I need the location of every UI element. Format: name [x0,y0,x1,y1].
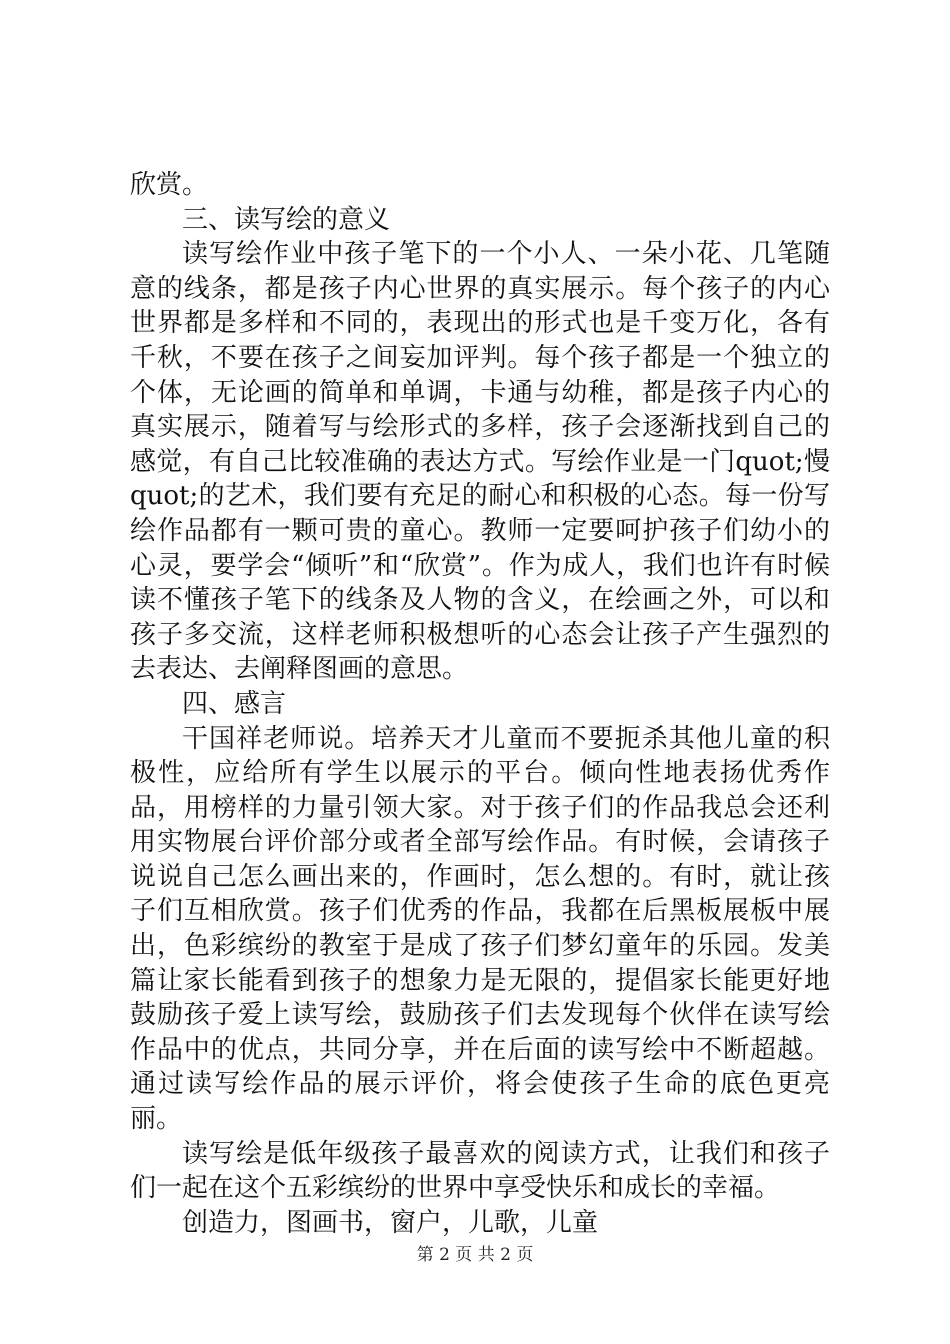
paragraph-significance: 读写绘作业中孩子笔下的一个小人、一朵小花、几笔随意的线条，都是孩子内心世界的真实展示。每个孩子的内心世界都是多样和不同的，表现出的形式也是千变万化，各有千秋，不要在孩子之间妄加评判。每个孩子都是一个独立的个体，无论画的简单和单调，卡通与幼稚，都是孩子内心的真实展示，随着写与绘形式的多样，孩子会逐渐找到自己的感觉，有自己比较准确的表达方式。写绘作业是一门quot;慢quot;的艺术，我们要有充足的耐心和积极的心态。每一份写绘作品都有一颗可贵的童心。教师一定要呵护孩子们幼小的心灵，要学会“倾听”和“欣赏”。作为成人，我们也许有时候读不懂孩子笔下的线条及人物的含义，在绘画之外，可以和孩子多交流，这样老师积极想听的心态会让孩子产生强烈的去表达、去阐释图画的意思。 [130,239,830,685]
paragraph-conclusion: 读写绘是低年级孩子最喜欢的阅读方式，让我们和孩子们一起在这个五彩缤纷的世界中享受快乐和成长的幸福。 [130,1138,830,1204]
page-footer: 第 2 页 共 2 页 [416,1245,534,1265]
paragraph-reflections: 干国祥老师说。培养天才儿童而不要扼杀其他儿童的积极性，应给所有学生以展示的平台。倾向性地表扬优秀作品，用榜样的力量引领大家。对于孩子们的作品我总会还利用实物展台评价部分或者全部写绘作品。有时候，会请孩子说说自己怎么画出来的，作画时，怎么想的。有时，就让孩子们互相欣赏。孩子们优秀的作品，我都在后黑板展板中展出，色彩缤纷的教室于是成了孩子们梦幻童年的乐园。发美篇让家长能看到孩子的想象力是无限的，提倡家长能更好地鼓励孩子爱上读写绘，鼓励孩子们去发现每个伙伴在读写绘作品中的优点，共同分享，并在后面的读写绘中不断超越。通过读写绘作品的展示评价，将会使孩子生命的底色更亮丽。 [130,723,830,1135]
paragraph-continuation: 欣赏。 [130,170,209,200]
section-heading-reflections: 四、感言 [182,688,287,719]
paragraph-keywords: 创造力，图画书，窗户，儿歌，儿童 [182,1207,599,1238]
section-heading-significance: 三、读写绘的意义 [182,204,391,235]
document-body [130,168,830,1240]
